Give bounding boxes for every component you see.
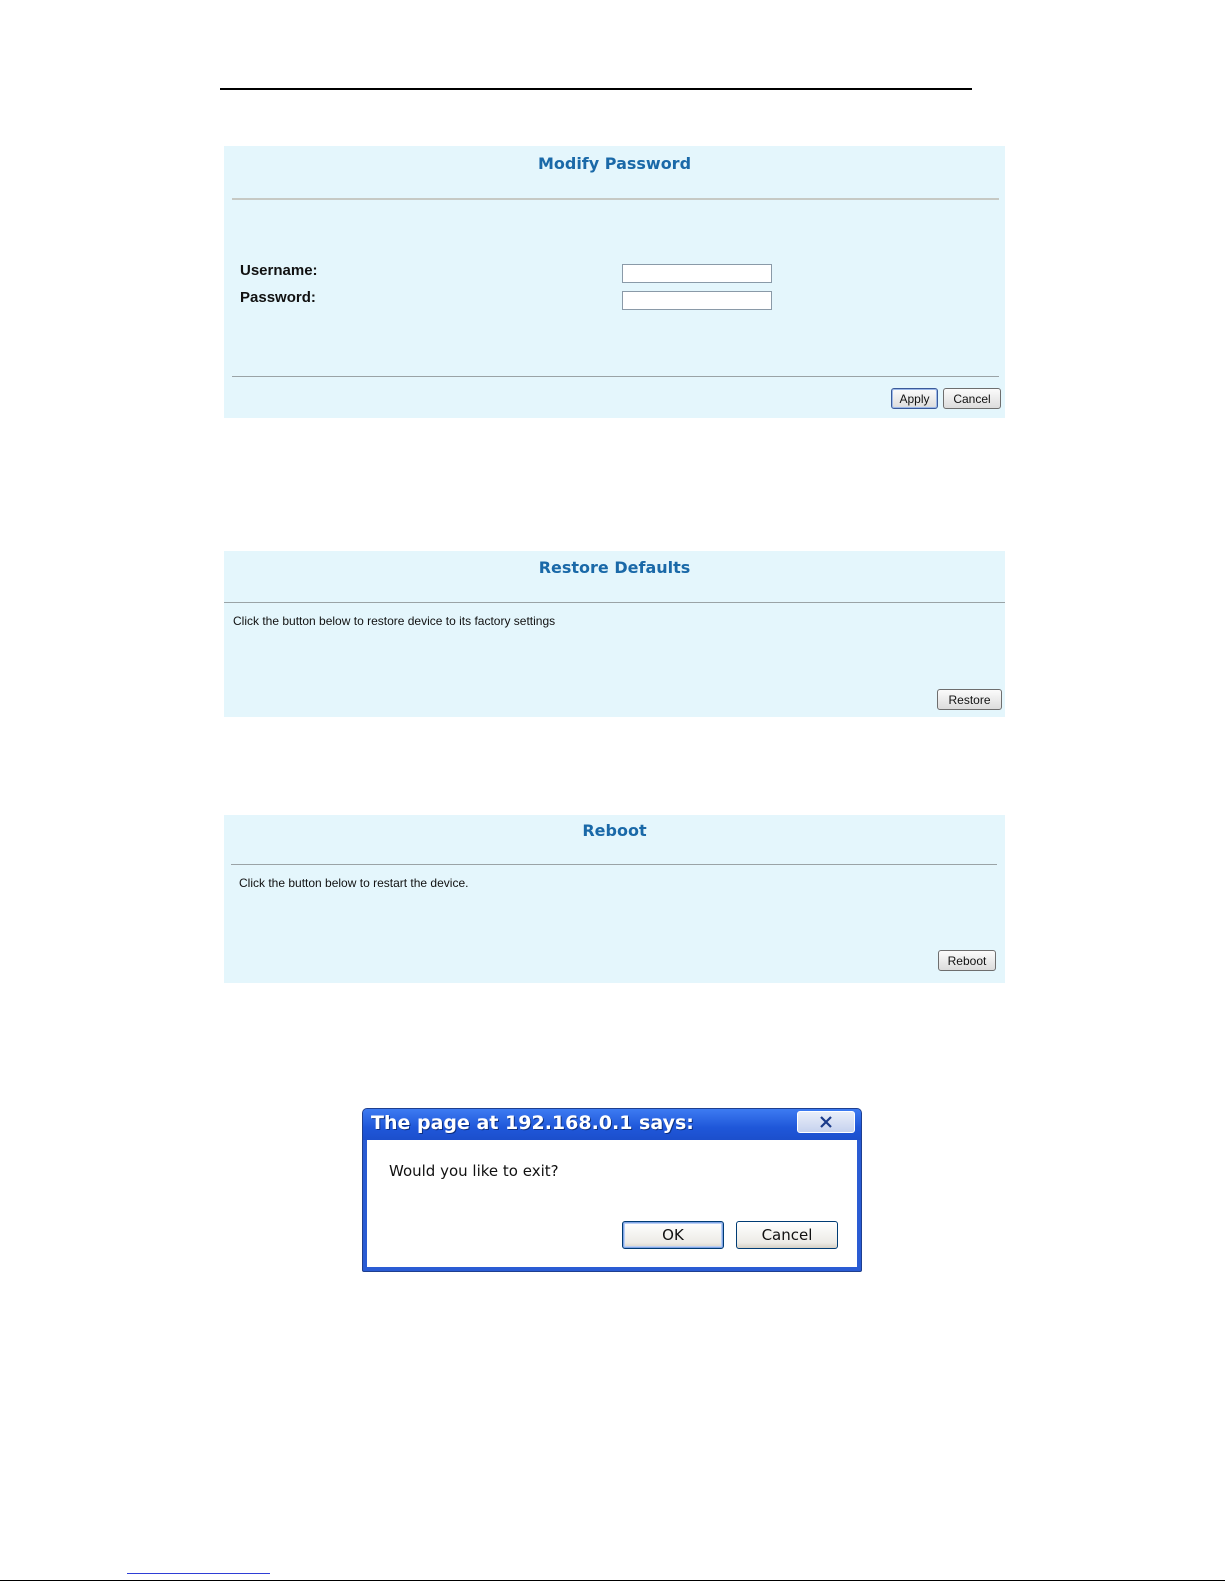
divider: [232, 376, 999, 377]
username-input[interactable]: [622, 264, 772, 283]
restore-description: Click the button below to restore device to its factory settings: [233, 614, 556, 628]
modify-password-panel: [224, 146, 1005, 418]
password-input[interactable]: [622, 291, 772, 310]
footer-rule: [0, 1580, 1225, 1581]
close-icon: [819, 1116, 833, 1128]
reboot-button[interactable]: Reboot: [938, 950, 996, 971]
restore-button[interactable]: Restore: [937, 689, 1002, 710]
reboot-panel: [224, 815, 1005, 983]
dialog-cancel-button[interactable]: Cancel: [736, 1221, 838, 1249]
dialog-titlebar[interactable]: [363, 1109, 861, 1140]
username-label: Username:: [240, 262, 318, 279]
cancel-button[interactable]: Cancel: [943, 388, 1001, 409]
panel-title: Reboot: [582, 821, 647, 840]
confirm-dialog: [362, 1108, 862, 1272]
dialog-body: [367, 1140, 857, 1267]
password-label: Password:: [240, 289, 316, 306]
apply-button[interactable]: Apply: [891, 388, 938, 409]
panel-title: Restore Defaults: [538, 558, 691, 577]
ok-button[interactable]: OK: [622, 1221, 724, 1249]
divider: [231, 864, 997, 865]
panel-title: Modify Password: [537, 154, 692, 173]
dialog-title: The page at 192.168.0.1 says:: [371, 1112, 694, 1134]
divider: [224, 602, 1005, 603]
close-button[interactable]: [797, 1111, 855, 1133]
divider: [232, 198, 999, 200]
footer-link-underline: [127, 1573, 270, 1574]
header-rule: [220, 88, 972, 90]
dialog-message: Would you like to exit?: [389, 1162, 559, 1180]
restore-defaults-panel: [224, 551, 1005, 717]
reboot-description: Click the button below to restart the device.: [239, 876, 469, 890]
